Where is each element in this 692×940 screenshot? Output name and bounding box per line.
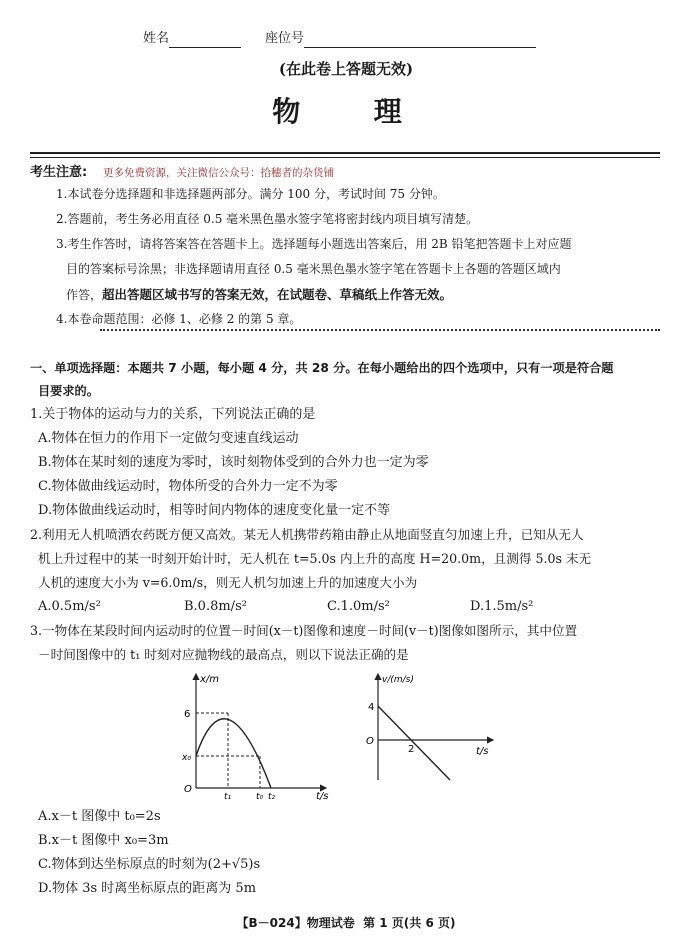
- vt-v-intercept: 4: [368, 702, 375, 713]
- vt-t-intercept: 2: [408, 744, 415, 755]
- notice-item-4: 4.本卷命题范围：必修 1、必修 2 的第 5 章。: [56, 312, 302, 326]
- seat-blank: [304, 33, 536, 48]
- promo-text: 更多免费资源，关注微信公众号：拾穗者的杂货铺: [103, 167, 334, 179]
- q1-option-c: C.物体做曲线运动时，物体所受的合外力一定不为零: [38, 479, 338, 494]
- notice-item-3-line2: 目的答案标号涂黑；非选择题请用直径 0.5 毫米黑色墨水签字笔在答题卡上各题的答题区域内: [66, 262, 561, 276]
- page-title: 物 理: [272, 95, 420, 128]
- notice-item-3-line3: [66, 286, 452, 304]
- q3-option-b: B.x－t 图像中 x₀=3m: [38, 833, 169, 848]
- divider-top-thin: [30, 157, 660, 158]
- notice-item-3-line1: 3.考生作答时，请将答案答在答题卡上。选择题每小题选出答案后，用 2B 铅笔把答题卡上对应题: [56, 237, 572, 251]
- divider-top: [30, 152, 660, 154]
- name-field: [143, 30, 241, 48]
- section-1-heading-line2: 目要求的。: [38, 384, 99, 398]
- q3-option-c: C.物体到达坐标原点的时刻为(2+√5)s: [38, 857, 261, 872]
- invalid-note: (在此卷上答题无效): [278, 60, 414, 78]
- q2-option-c: C.1.0m/s²: [327, 599, 390, 614]
- notice-item-3-prefix: 作答，: [66, 288, 103, 302]
- section-1-heading: 一、单项选择题：本题共 7 小题，每小题 4 分，共 28 分。在每小题给出的四个选项中，只有一项是符合题: [30, 361, 614, 375]
- name-label: 姓名: [143, 31, 170, 46]
- xt-t1-label: t₁: [224, 792, 232, 800]
- q1-option-a: A.物体在恒力的作用下一定做匀变速直线运动: [38, 431, 299, 446]
- xt-peak-label: 6: [184, 709, 191, 720]
- notice-item-3-emphasis: 超出答题区域书写的答案无效，在试题卷、草稿纸上作答无效。: [102, 287, 453, 302]
- q1-option-d: D.物体做曲线运动时，相等时间内物体的速度变化量一定不等: [38, 503, 391, 518]
- xt-t0-label: t₀: [256, 792, 264, 800]
- xt-t2-label: t₂: [268, 792, 276, 800]
- q2-line2: 机上升过程中的某一时刻开始计时，无人机在 t=5.0s 内上升的高度 H=20.0m，且测得 5.0s 末无: [38, 551, 592, 566]
- notice-title: 考生注意:: [30, 165, 88, 180]
- vt-xlabel: t/s: [476, 746, 489, 757]
- q3-option-d: D.物体 3s 时离坐标原点的距离为 5m: [38, 881, 257, 896]
- seat-field: [265, 30, 536, 48]
- xt-graph: [176, 668, 340, 800]
- q2-option-a: A.0.5m/s²: [38, 599, 101, 614]
- q2-line1: 2.利用无人机喷洒农药既方便又高效。某无人机携带药箱由静止从地面竖直匀加速上升，已知从无人: [30, 527, 584, 542]
- q1-option-b: B.物体在某时刻的速度为零时，该时刻物体受到的合外力也一定为零: [38, 455, 429, 470]
- xt-x0-label: x₀: [182, 753, 191, 763]
- q3-line2: －时间图像中的 t₁ 时刻对应抛物线的最高点，则以下说法正确的是: [38, 647, 409, 662]
- xt-origin: O: [184, 784, 192, 795]
- page-footer: 【B－024】物理试卷 第 1 页(共 6 页): [236, 916, 456, 930]
- vt-line: [378, 706, 450, 780]
- vt-origin: O: [366, 736, 374, 747]
- notice-item-1: 1.本试卷分选择题和非选择题两部分。满分 100 分，考试时间 75 分钟。: [56, 187, 445, 201]
- xt-ylabel: x/m: [200, 674, 220, 685]
- name-blank: [169, 33, 241, 48]
- seat-label: 座位号: [265, 31, 305, 46]
- dotted-divider: [100, 329, 660, 331]
- q3-line1: 3.一物体在某段时间内运动时的位置－时间(x－t)图像和速度－时间(v－t)图像如图所示，其中位置: [30, 623, 578, 638]
- q2-line3: 人机的速度大小为 v=6.0m/s，则无人机匀加速上升的加速度大小为: [38, 575, 418, 590]
- q2-option-b: B.0.8m/s²: [184, 599, 247, 614]
- vt-graph: [358, 668, 508, 788]
- q3-option-a: A.x－t 图像中 t₀=2s: [38, 809, 161, 824]
- vt-ylabel: v/(m/s): [382, 675, 414, 685]
- q2-option-d: D.1.5m/s²: [470, 599, 534, 614]
- q1-stem: 1.关于物体的运动与力的关系，下列说法正确的是: [30, 407, 316, 422]
- xt-xlabel: t/s: [316, 791, 329, 800]
- notice-item-2: 2.答题前，考生务必用直径 0.5 毫米黑色墨水签字笔将密封线内项目填写清楚。: [56, 212, 479, 226]
